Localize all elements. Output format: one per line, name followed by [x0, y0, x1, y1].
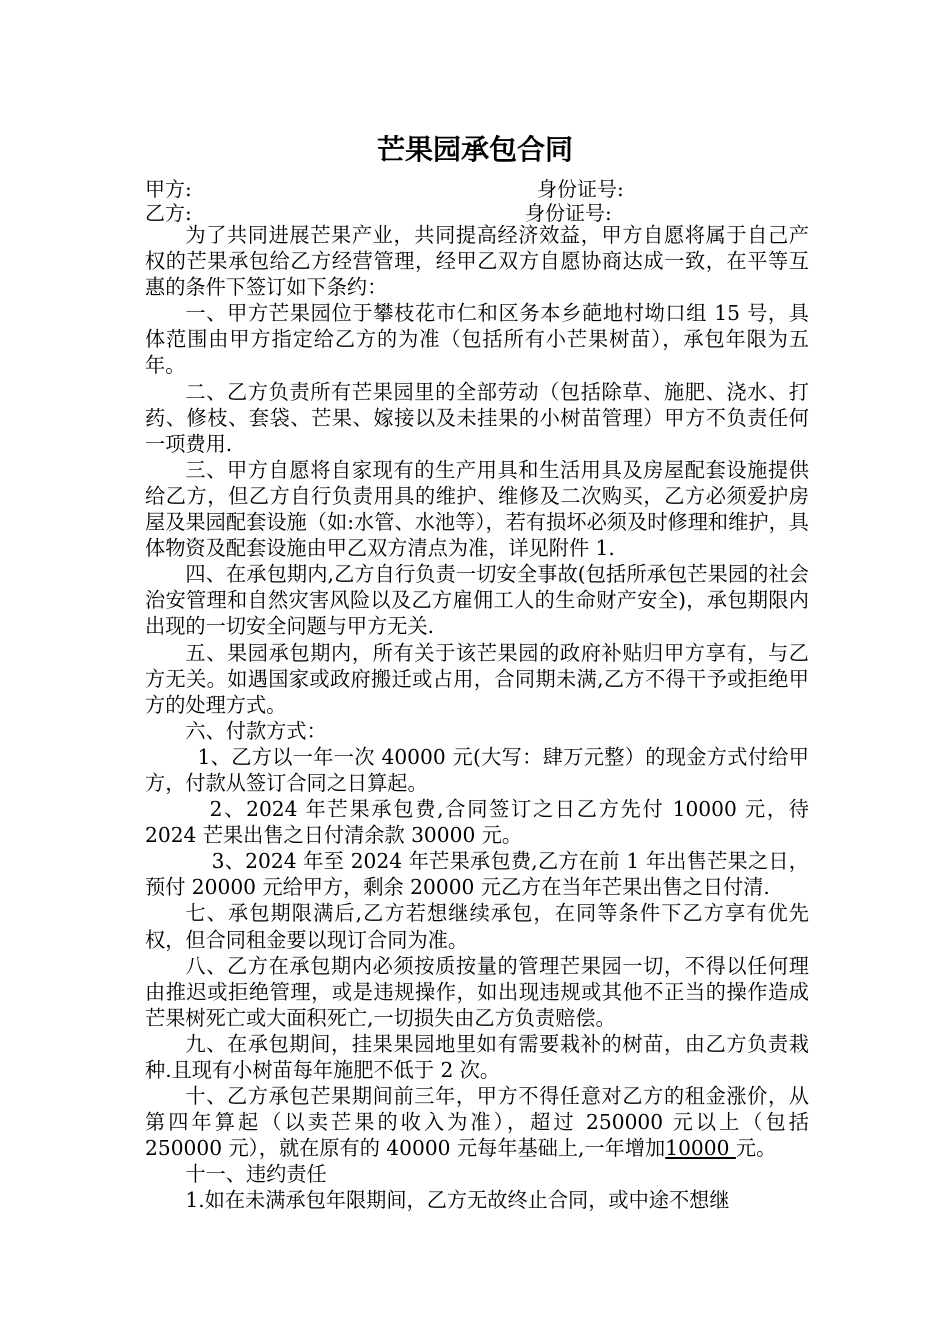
- clause-7: 七、承包期限满后,乙方若想继续承包，在同等条件下乙方享有优先权，但合同租金要以现订合同为准。: [145, 901, 809, 952]
- clause-8: 八、乙方在承包期内必须按质按量的管理芒果园一切，不得以任何理由推迟或拒绝管理，或是违规操作，如出现违规或其他不正当的操作造成芒果树死亡或大面积死亡,一切损失由乙方负责赔偿。: [145, 953, 809, 1030]
- clause-10-text: 十、乙方承包芒果期间前三年，甲方不得任意对乙方的租金涨价，从第四年算起（以卖芒果的收入为准），超过 250000 元以上（包括 250000 元），就在原有的 40000 元每年基础上,一年增加: [145, 1084, 809, 1161]
- party-a-label: 甲方:: [145, 177, 192, 201]
- clause-10-underlined-amount: 10000: [665, 1136, 736, 1161]
- clause-6-heading: 六、付款方式：: [185, 718, 327, 743]
- clause-2: 二、乙方负责所有芒果园里的全部劳动（包括除草、施肥、浇水、打药、修枝、套袋、芒果、嫁接以及未挂果的小树苗管理）甲方不负责任何一项费用.: [145, 379, 809, 456]
- clause-11-item-1: 1.如在未满承包年限期间，乙方无故终止合同，或中途不想继: [185, 1188, 730, 1213]
- clause-4: 四、在承包期内,乙方自行负责一切安全事故(包括所承包芒果园的社会治安管理和自然灾害风险以及乙方雇佣工人的生命财产安全)，承包期限内出现的一切安全问题与甲方无关.: [145, 562, 809, 639]
- clause-1: 一、甲方芒果园位于攀枝花市仁和区务本乡葩地村坳口组 15 号，具体范围由甲方指定给乙方的为准（包括所有小芒果树苗），承包年限为五年。: [145, 301, 809, 378]
- clause-6-item-2: 2、2024 年芒果承包费,合同签订之日乙方先付 10000 元，待 2024 芒果出售之日付清余款 30000 元。: [145, 797, 809, 848]
- clause-10: [145, 1083, 809, 1161]
- intro-paragraph: 为了共同进展芒果产业，共同提高经济效益，甲方自愿将属于自己产权的芒果承包给乙方经营管理，经甲乙双方自愿协商达成一致，在平等互惠的条件下签订如下条约：: [145, 223, 809, 300]
- page-title: 芒果园承包合同: [376, 133, 573, 166]
- clause-5: 五、果园承包期内，所有关于该芒果园的政府补贴归甲方享有，与乙方无关。如遇国家或政府搬迁或占用，合同期未满,乙方不得干予或拒绝甲方的处理方式。: [145, 640, 809, 717]
- party-b-id-label: 身份证号:: [525, 201, 612, 225]
- clause-6-item-3: 3、2024 年至 2024 年芒果承包费,乙方在前 1 年出售芒果之日，预付 20000 元给甲方，剩余 20000 元乙方在当年芒果出售之日付清.: [145, 849, 809, 900]
- clause-9: 九、在承包期间，挂果果园地里如有需要栽补的树苗，由乙方负责栽种.且现有小树苗每年施肥不低于 2 次。: [145, 1031, 809, 1082]
- clause-10-unit: 元。: [735, 1136, 777, 1161]
- clause-3: 三、甲方自愿将自家现有的生产用具和生活用具及房屋配套设施提供给乙方，但乙方自行负责用具的维护、维修及二次购买，乙方必须爱护房屋及果园配套设施（如:水管、水池等），若有损坏必须及时修理和维护，具体物资及配套设施由甲乙双方清点为准，详见附件 1.: [145, 457, 809, 561]
- party-a-id-label: 身份证号:: [537, 177, 624, 201]
- clause-6-item-1: 1、乙方以一年一次 40000 元(大写：肆万元整）的现金方式付给甲方，付款从签订合同之日算起。: [145, 744, 809, 795]
- party-b-label: 乙方:: [145, 201, 192, 225]
- clause-11-heading: 十一、违约责任: [185, 1162, 327, 1187]
- contract-body: [145, 222, 809, 1214]
